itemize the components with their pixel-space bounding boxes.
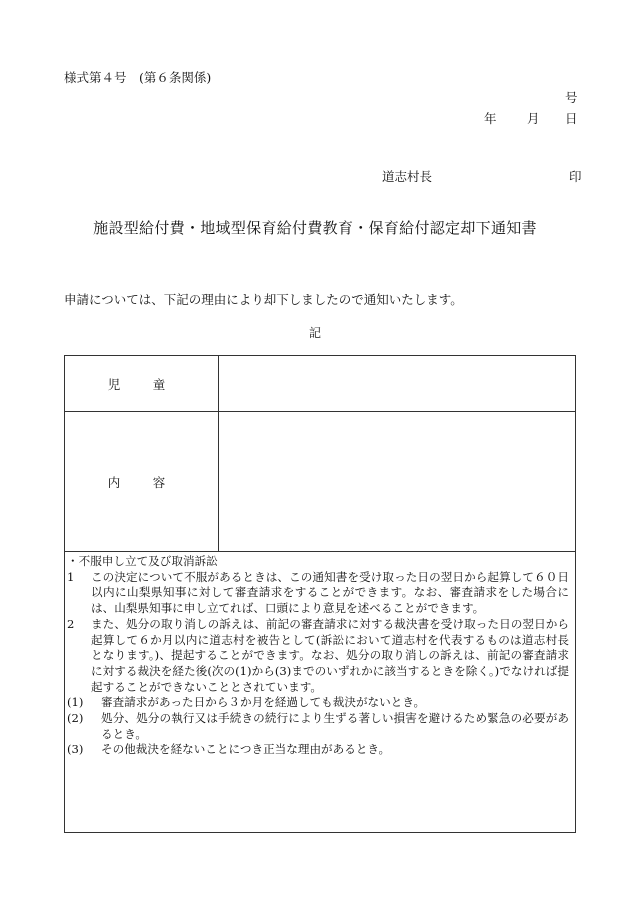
appeal-sub-item bbox=[67, 695, 569, 711]
appeal-sub-item bbox=[67, 742, 569, 758]
content-value bbox=[219, 412, 575, 551]
appeal-sub-item bbox=[67, 711, 569, 742]
form-number: 様式第４号 (第６条関係) bbox=[64, 70, 212, 85]
appeal-sub-item-number: (1) bbox=[67, 695, 84, 710]
date-day-label: 日 bbox=[565, 111, 578, 126]
content-row bbox=[65, 412, 575, 552]
appeal-sub-item-number: (3) bbox=[67, 742, 84, 757]
child-label: 児 童 bbox=[65, 356, 219, 411]
appeal-sub-item-text: その他裁決を経ないことにつき正当な理由があるとき。 bbox=[101, 742, 391, 757]
appeal-item-number: 1 bbox=[67, 569, 75, 584]
seal-mark: 印 bbox=[569, 169, 582, 184]
content-label: 内 容 bbox=[65, 412, 219, 551]
issuer-name: 道志村長 bbox=[382, 169, 433, 184]
ki-heading: 記 bbox=[308, 326, 321, 340]
appeal-sub-item-text: 審査請求があった日から３か月を経過しても裁決がないとき。 bbox=[101, 695, 426, 710]
appeal-item-text: この決定について不服があるときは、この通知書を受け取った日の翌日から起算して６０日以内に山梨県知事に対して審査請求をすることができます。なお、審査請求をした場合には、山梨県知事に申し立てれば、口頭により意見を述べることができます。 bbox=[91, 569, 569, 616]
appeal-sub-item-text: 処分、処分の執行又は手続きの続行により生ずる著しい損害を避けるため緊急の必要があるとき。 bbox=[101, 711, 569, 741]
date-month-label: 月 bbox=[527, 111, 540, 126]
appeal-sub-item-number: (2) bbox=[67, 711, 84, 726]
child-row bbox=[65, 356, 575, 412]
appeal-item bbox=[67, 617, 569, 696]
appeal-item bbox=[67, 570, 569, 617]
appeal-heading: ・不服申し立て及び取消訴訟 bbox=[67, 554, 218, 568]
date-year-label: 年 bbox=[484, 111, 497, 126]
intro-text: 申請については、下記の理由により却下しましたので通知いたします。 bbox=[64, 292, 463, 307]
appeal-item-number: 2 bbox=[67, 616, 75, 631]
document-number-label: 号 bbox=[565, 90, 578, 105]
record-table bbox=[64, 355, 576, 833]
document-title: 施設型給付費・地域型保育給付費教育・保育給付認定却下通知書 bbox=[93, 219, 537, 237]
child-value bbox=[219, 356, 575, 411]
appeal-section bbox=[65, 552, 575, 832]
appeal-item-text: また、処分の取り消しの訴えは、前記の審査請求に対する裁決書を受け取った日の翌日から起算して６か月以内に道志村を被告として(訴訟において道志村を代表するものは道志村長となります。)、提起することができます。なお、処分の取り消しの訴えは、前記の審査請求に対する裁決を経た後(次の(1)から(3)までのいずれかに該当するときを除く。)でなければ提起することができないこととされています。 bbox=[91, 616, 569, 694]
